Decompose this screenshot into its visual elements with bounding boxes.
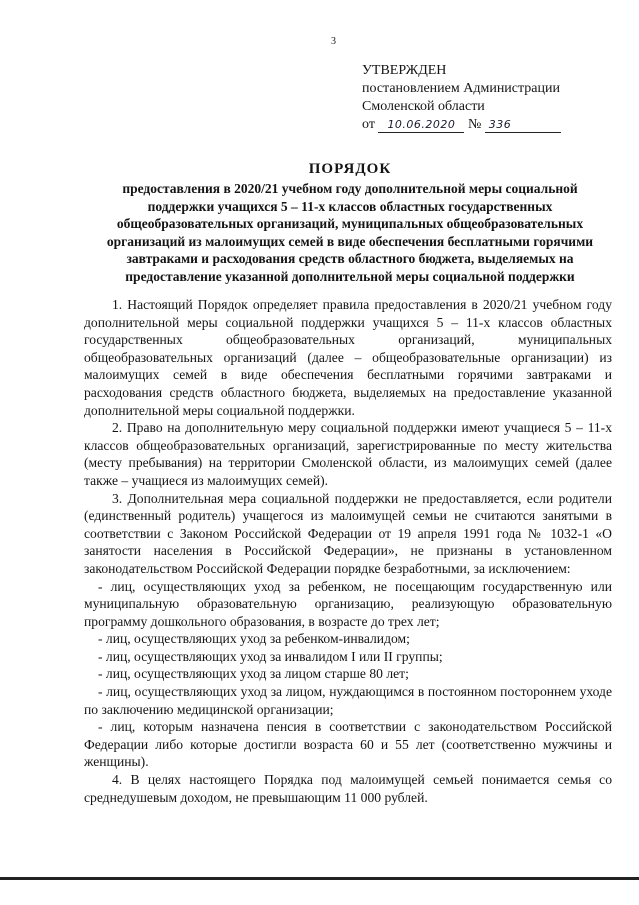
- approval-date-number: [362, 116, 561, 134]
- approval-heading: УТВЕРЖДЕН: [362, 63, 447, 78]
- document-title-block: [70, 160, 630, 286]
- document-title: ПОРЯДОК: [308, 161, 392, 177]
- subtitle-line: общеобразовательных организаций, муниципальных общеобразовательных: [116, 216, 584, 232]
- document-body: [84, 296, 612, 806]
- exception-item: - лиц, которым назначена пенсия в соответствии с законодательством Российской Федерации либо которые достигли возраста 60 и 55 лет (соответственно мужчины и женщины).: [84, 719, 612, 770]
- approval-number: 336: [485, 118, 561, 133]
- paragraph-1: 1. Настоящий Порядок определяет правила предоставления в 2020/21 учебном году дополнительной меры социальной поддержки учащихся 5 – 11-х классов областных государственных общеобразовательных организаций, муниципальных общеобразовательных организаций (далее – общеобразовательные организации) из малоимущих семей в виде обеспечения бесплатными горячими завтраками и расходования средств областного бюджета, выделяемых на предоставление указанной дополнительной меры социальной поддержки.: [84, 297, 612, 418]
- exception-item: - лиц, осуществляющих уход за лицом старше 80 лет;: [98, 666, 409, 682]
- approval-authority: постановлением Администрации: [362, 81, 560, 96]
- exception-item: - лиц, осуществляющих уход за ребенком, не посещающим государственную или муниципальную образовательную организацию, реализующую образовательную программу дошкольного образования, в возрасте до трех лет;: [84, 578, 612, 629]
- subtitle-line: организаций из малоимущих семей в виде обеспечения бесплатными горячими: [106, 233, 594, 249]
- approval-block: [362, 62, 561, 134]
- number-label: №: [467, 117, 482, 132]
- paragraph-3: 3. Дополнительная мера социальной поддержки не предоставляется, если родители (единственный родитель) учащегося из малоимущей семьи не считаются занятыми в соответствии с Законом Российской Федерации от 19 апреля 1991 года № 1032-1 «О занятости населения в Российской Федерации», не признаны в установленном законодательством Российской Федерации порядке безработными, за исключением:: [84, 490, 612, 576]
- paragraph-2: 2. Право на дополнительную меру социальной поддержки имеют учащиеся 5 – 11-х классов общеобразовательных организаций, зарегистрированные по месту жительства (месту пребывания) на территории Смоленской области, из малоимущих семей (далее также – учащиеся из малоимущих семей).: [84, 420, 612, 488]
- paragraph-4: 4. В целях настоящего Порядка под малоимущей семьей понимается семья со среднедушевым доходом, не превышающим 11 000 рублей.: [84, 772, 612, 805]
- scan-bottom-edge: [0, 877, 639, 880]
- exception-item: - лиц, осуществляющих уход за ребенком-инвалидом;: [98, 631, 410, 647]
- approval-region: Смоленской области: [362, 99, 485, 114]
- approval-date: 10.06.2020: [378, 118, 464, 133]
- from-label: от: [362, 117, 375, 132]
- exception-item: - лиц, осуществляющих уход за инвалидом I или II группы;: [98, 648, 443, 664]
- subtitle-line: завтраками и расходования средств областного бюджета, выделяемых на: [126, 251, 574, 267]
- document-subtitle: [70, 180, 630, 286]
- exception-item: - лиц, осуществляющих уход за лицом, нуждающимся в постоянном постороннем уходе по заключению медицинской организации;: [84, 684, 612, 717]
- page-number: 3: [331, 36, 336, 47]
- subtitle-line: предоставления в 2020/21 учебном году дополнительной меры социальной: [122, 181, 578, 196]
- subtitle-line: поддержки учащихся 5 – 11-х классов областных государственных: [147, 198, 553, 214]
- subtitle-line: предоставление указанной дополнительной меры социальной поддержки: [125, 268, 575, 284]
